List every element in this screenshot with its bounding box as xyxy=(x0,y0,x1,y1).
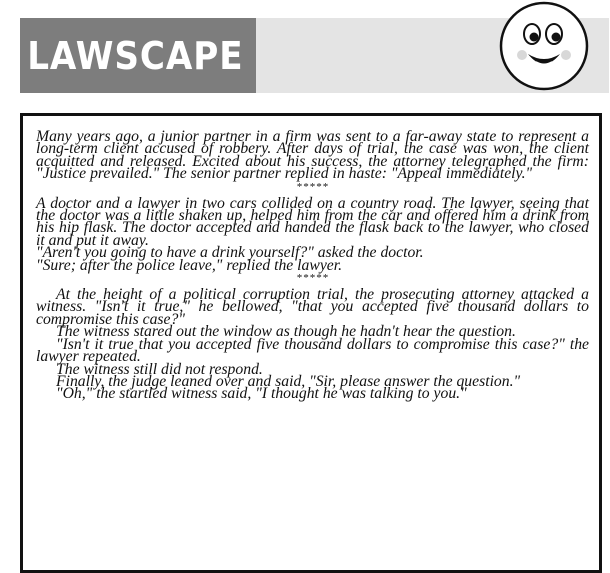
joke-1-text: Many years ago, a junior partner in a firm was sent to a far-away state to represent a long-term client accused of robbery. After days of trial, the case was won, the client acquitted and released. Excited about his success, the attorney telegraphed the firm: "Justice prevailed." The senior partner replied in haste: "Appeal immediately." xyxy=(36,128,589,183)
joke-2-text: A doctor and a lawyer in two cars collided on a country road. The lawyer, seeing that the doctor was a little shaken up, helped him from the car and offered him a drink from his hip flask. The doctor accepted and handed the flask back to the lawyer, who closed it and put it away. xyxy=(36,194,589,249)
joke-3-text: At the height of a political corruption trial, the prosecuting attorney attacked a witness. "Isn't it true," he bellowed, "that you accepted five thousand dollars to compromise this case?" xyxy=(36,286,589,328)
joke-3-line-3: "Isn't it true that you accepted five thousand dollars to compromise this case?" the lawyer repeated. xyxy=(36,335,589,366)
joke-3-line-5: Finally, the judge leaned over and said, "Sir, please answer the question." xyxy=(56,372,521,390)
jokes-box xyxy=(20,113,602,573)
joke-2-line-3: "Sure; after the police leave," replied the lawyer. xyxy=(36,256,343,274)
joke-2-line-2: "Aren't you going to have a drink yourself?" asked the doctor. xyxy=(36,244,424,262)
joke-3-line-6: "Oh," the startled witness said, "I thought he was talking to you." xyxy=(56,385,467,403)
smiley-face-icon xyxy=(498,0,590,92)
title-band xyxy=(20,18,256,93)
joke-3-line-2: The witness stared out the window as though he hadn't hear the question. xyxy=(56,323,516,341)
separator-2: ***** xyxy=(296,272,329,285)
joke-3-line-4: The witness still did not respond. xyxy=(56,360,263,378)
separator-1: ***** xyxy=(296,180,329,193)
header-banner xyxy=(20,18,609,93)
page-title: LAWSCAPE xyxy=(27,33,244,78)
